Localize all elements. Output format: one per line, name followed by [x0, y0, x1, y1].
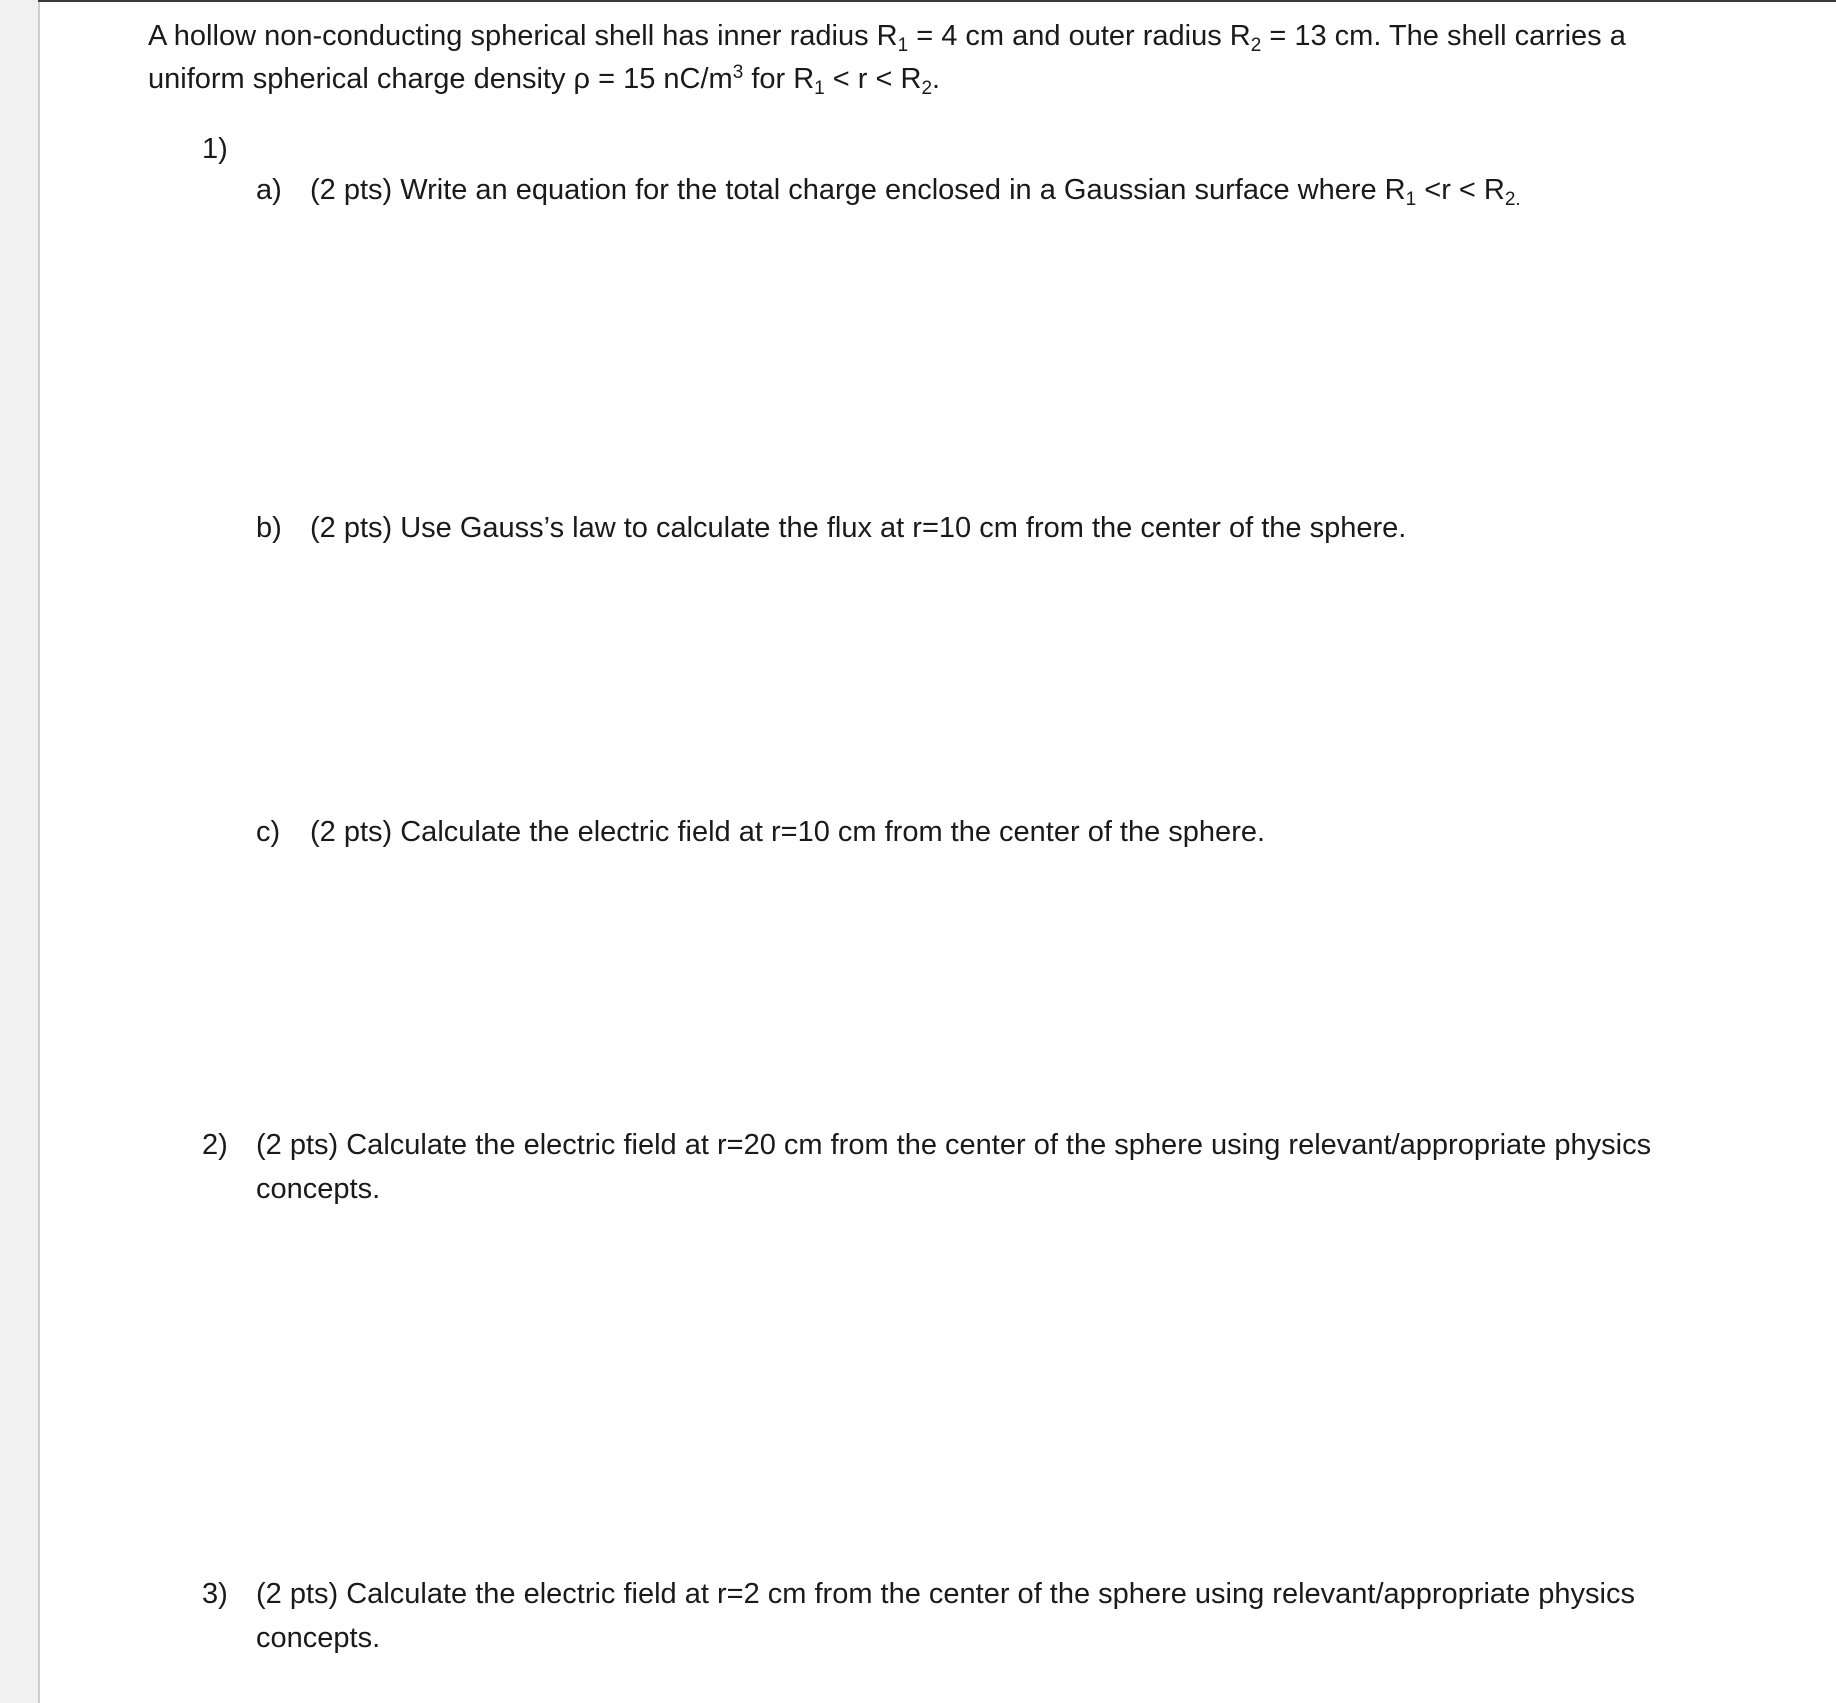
superscript: 3: [732, 62, 744, 83]
subscript: 1: [1405, 189, 1417, 210]
intro-line-2: [148, 61, 940, 97]
intro-text: = 13 cm. The shell carries a: [1261, 20, 1626, 52]
question-2-number: 2): [202, 1129, 228, 1161]
question-1c-text: (2 pts) Calculate the electric field at r=10 cm from the center of the sphere.: [310, 816, 1266, 848]
intro-text: = 4 cm and outer radius R: [908, 20, 1251, 52]
question-1b-marker: b): [256, 512, 282, 544]
subscript: 2.: [1504, 189, 1521, 210]
question-3-number: 3): [202, 1578, 228, 1610]
question-1b-text: (2 pts) Use Gauss’s law to calculate the flux at r=10 cm from the center of the sphere.: [310, 512, 1407, 544]
subscript: 2: [921, 78, 933, 99]
intro-text: < r < R: [824, 63, 922, 95]
subscript: 2: [1250, 35, 1262, 56]
intro-text: .: [932, 63, 941, 95]
question-1-number: 1): [202, 133, 228, 165]
question-1a-marker: a): [256, 174, 282, 206]
question-1c-marker: c): [256, 816, 281, 848]
question-2-line-1: (2 pts) Calculate the electric field at r=20 cm from the center of the sphere using relevant/appropriate physics: [256, 1129, 1652, 1161]
intro-text: A hollow non-conducting spherical shell has inner radius R: [148, 20, 898, 52]
subscript: 1: [897, 35, 909, 56]
question-text: <r < R: [1416, 174, 1505, 206]
question-text: (2 pts) Write an equation for the total charge enclosed in a Gaussian surface where R: [310, 174, 1406, 206]
subscript: 1: [814, 78, 825, 99]
question-3-line-1: (2 pts) Calculate the electric field at r=2 cm from the center of the sphere using relevant/appropriate physics: [256, 1578, 1635, 1610]
question-2-line-2: concepts.: [256, 1173, 381, 1205]
intro-text: uniform spherical charge density ρ = 15 nC/m: [148, 63, 733, 95]
question-3-line-2: concepts.: [256, 1622, 381, 1654]
intro-line-1: [148, 18, 1626, 54]
question-1a-text: [310, 172, 1521, 208]
intro-text: for R: [743, 63, 815, 95]
